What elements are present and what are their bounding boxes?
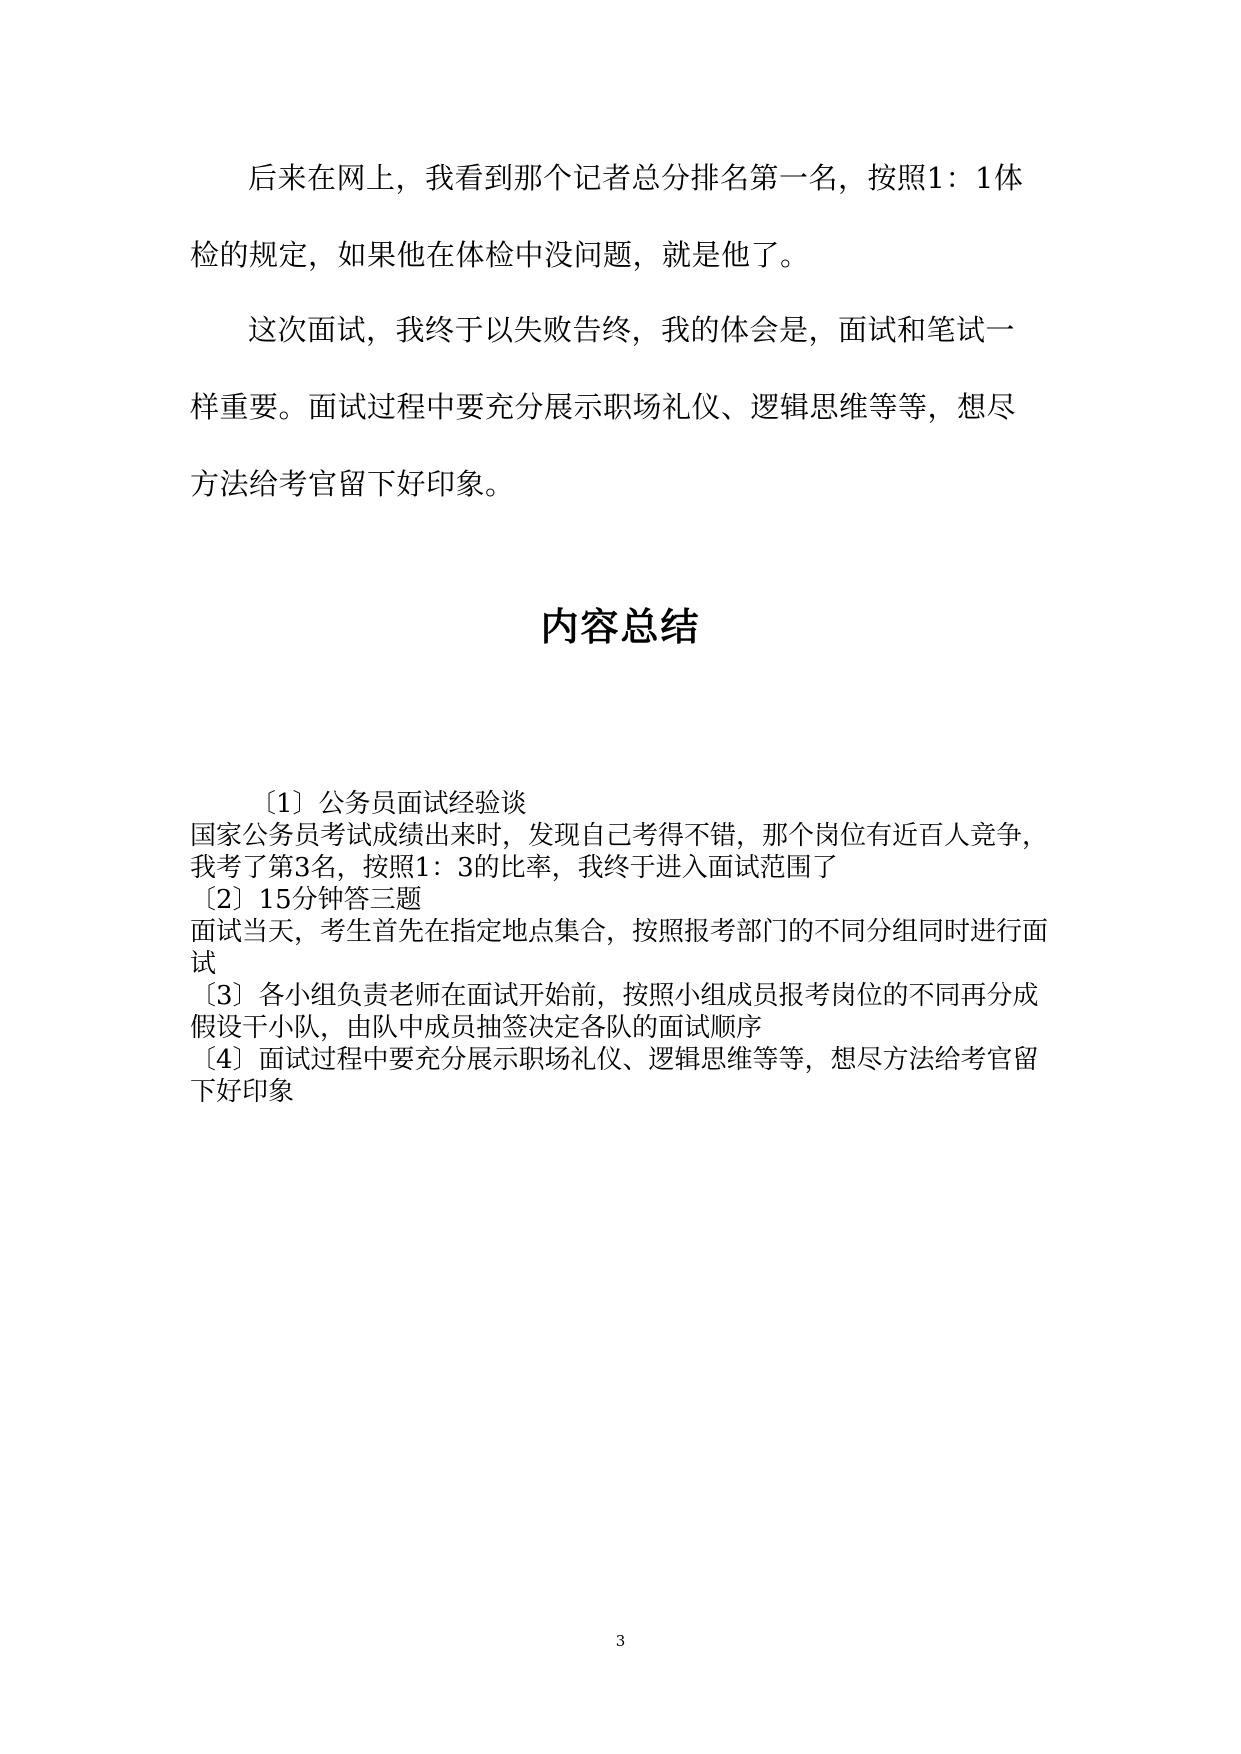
summary-line: 面试当天，考生首先在指定地点集合，按照报考部门的不同分组同时进行面试 — [190, 917, 1049, 979]
body-paragraph: 这次面试，我终于以失败告终，我的体会是，面试和笔试一样重要。面试过程中要充分展示职场礼仪、逻辑思维等等，想尽方法给考官留下好印象。 — [190, 313, 1017, 501]
summary-line: 〔4〕面试过程中要充分展示职场礼仪、逻辑思维等等，想尽方法给考官留下好印象 — [190, 1045, 1039, 1107]
summary-line: 国家公务员考试成绩出来时，发现自己考得不错，那个岗位有近百人竞争，我考了第3名，按照1：3的比率，我终于进入面试范围了 — [190, 821, 1049, 883]
summary-line: 〔3〕各小组负责老师在面试开始前，按照小组成员报考岗位的不同再分成假设干小队，由队中成员抽签决定各队的面试顺序 — [190, 981, 1039, 1043]
summary-title: 内容总结 — [540, 604, 701, 649]
body-paragraph: 后来在网上，我看到那个记者总分排名第一名，按照1：1体检的规定，如果他在体检中没问题，就是他了。 — [190, 161, 1024, 272]
summary-line: 〔2〕15分钟答三题 — [190, 885, 422, 915]
page-number: 3 — [615, 1632, 626, 1650]
summary-list — [190, 788, 1050, 1108]
summary-line: 〔1〕公务员面试经验谈 — [250, 789, 527, 819]
